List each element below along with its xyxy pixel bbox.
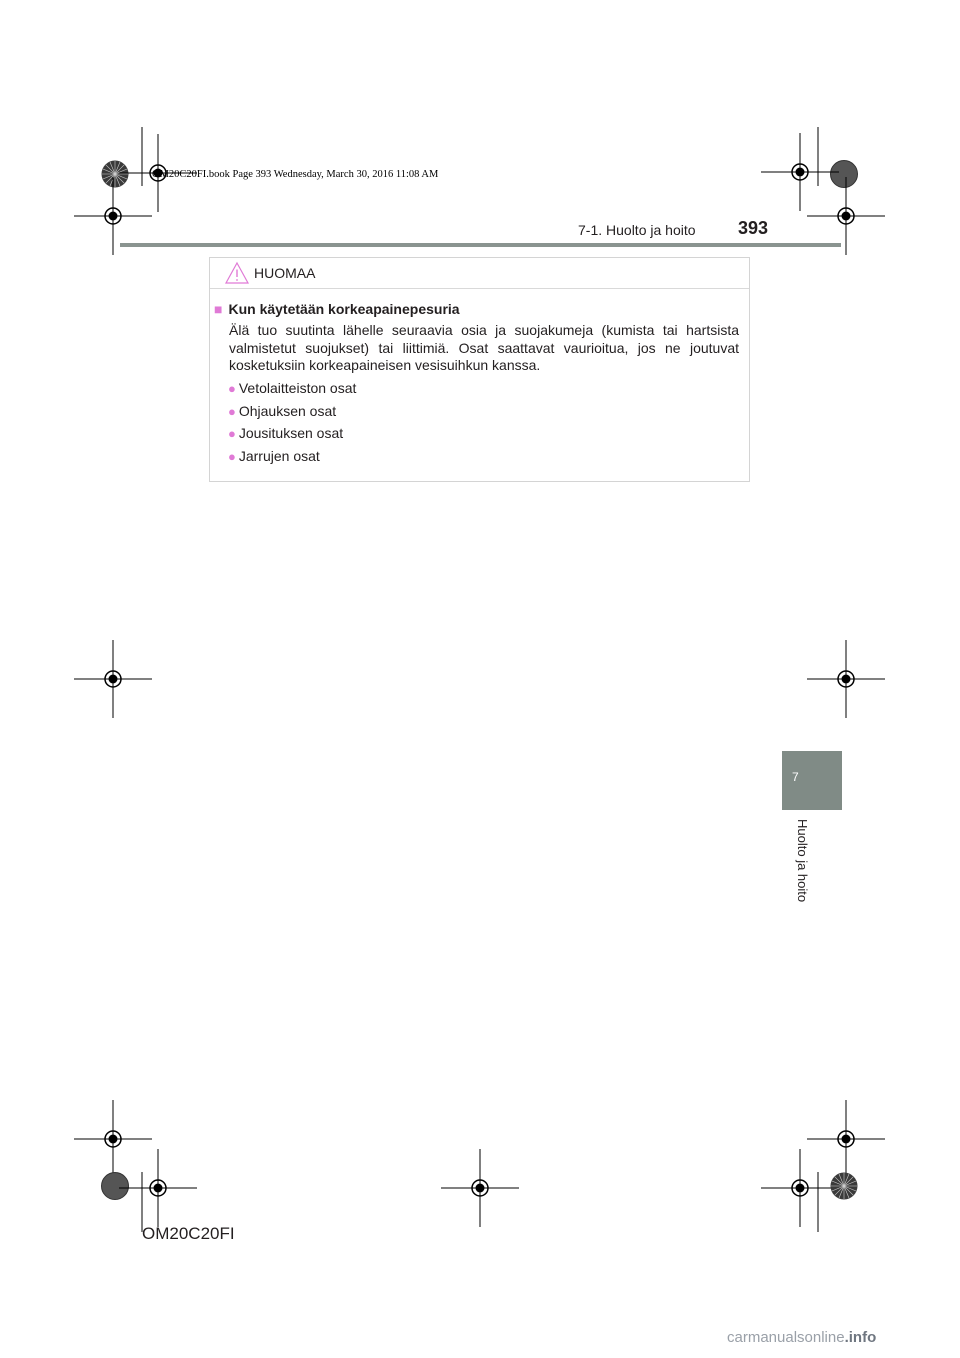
notice-list (228, 379, 356, 469)
chapter-tab (782, 751, 842, 810)
registration-cross-icon (761, 133, 839, 211)
notice-subheading-text: Kun käytetään korkeapainepesuria (228, 301, 460, 317)
registration-dot-icon (831, 161, 858, 188)
circle-bullet-icon: ● (228, 381, 236, 396)
registration-cross-icon (807, 1100, 885, 1178)
section-title: 7-1. Huolto ja hoito (578, 222, 696, 238)
registration-sun-icon (831, 1173, 858, 1200)
notice-paragraph: Älä tuo suutinta lähelle seuraavia osia ja suojakumeja (kumista tai hartsista valmistetut suojukset) tai liittimiä. Osat saattavat vaurioitua, jos ne joutuvat kosketuksiin korkeapaineisen vesisuihkun kanssa. (229, 322, 739, 373)
registration-cross-icon (761, 1149, 839, 1227)
registration-cross-icon (74, 640, 152, 718)
page-number: 393 (738, 218, 769, 238)
footer-code: OM20C20FI (142, 1224, 235, 1243)
registration-sun-icon (102, 161, 129, 188)
book-header: OM20C20FI.book Page 393 Wednesday, March 30, 2016 11:08 AM (152, 169, 439, 180)
circle-bullet-icon: ● (228, 403, 236, 419)
notice-subheading (214, 301, 460, 317)
notice-header (210, 258, 749, 289)
chapter-number: 7 (792, 770, 799, 784)
list-item: ● Vetolaitteiston osat (228, 380, 357, 396)
registration-cross-icon (119, 1149, 197, 1227)
square-bullet-icon: ■ (214, 301, 223, 317)
warning-triangle-icon (224, 261, 250, 285)
list-item: ● Ohjauksen osat (228, 402, 337, 419)
circle-bullet-icon: ● (228, 426, 236, 441)
list-item: ● Jousituksen osat (228, 425, 344, 441)
chapter-side-title: Huolto ja hoito (795, 819, 810, 903)
registration-cross-icon (74, 1100, 152, 1178)
registration-cross-icon (807, 640, 885, 718)
registration-cross-icon (441, 1149, 519, 1227)
header-rule (120, 243, 841, 247)
notice-box (209, 257, 750, 482)
notice-title: HUOMAA (254, 265, 316, 281)
registration-dot-icon (102, 1173, 129, 1200)
watermark: carmanualsonline.info (727, 1329, 877, 1346)
list-item: ● Jarrujen osat (228, 447, 320, 464)
circle-bullet-icon: ● (228, 448, 236, 464)
